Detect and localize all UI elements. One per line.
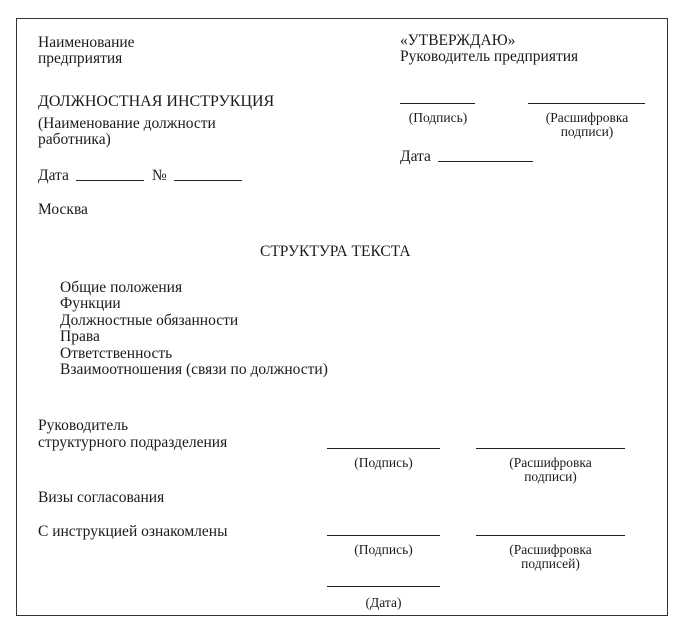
structure-item: Взаимоотношения (связи по должности) bbox=[60, 361, 328, 378]
structure-item: Ответственность bbox=[60, 345, 173, 362]
city-label: Москва bbox=[38, 201, 88, 218]
acquainted-decode-line bbox=[476, 535, 625, 536]
manager-decode-line bbox=[476, 448, 625, 449]
organization-name-line1: Наименование bbox=[38, 34, 135, 51]
manager-signature-line bbox=[327, 448, 440, 449]
manager-label-line2: структурного подразделения bbox=[38, 434, 228, 451]
manager-signature-caption: (Подпись) bbox=[354, 455, 413, 470]
date-signature-line bbox=[327, 586, 440, 587]
acquainted-label: С инструкцией ознакомлены bbox=[38, 523, 228, 540]
manager-label-line1: Руководитель bbox=[38, 417, 129, 434]
structure-item: Функции bbox=[60, 295, 121, 312]
acquainted-signature-line bbox=[327, 535, 440, 536]
structure-item: Права bbox=[60, 328, 100, 345]
date-caption: (Дата) bbox=[365, 595, 402, 610]
structure-item: Должностные обязанности bbox=[60, 312, 239, 329]
date-blank-line bbox=[76, 180, 144, 181]
acquainted-signature-caption: (Подпись) bbox=[354, 542, 413, 557]
approval-title: «УТВЕРЖДАЮ» bbox=[400, 32, 516, 49]
approval-date-line bbox=[438, 161, 533, 162]
approval-role: Руководитель предприятия bbox=[400, 48, 579, 65]
approval-decode-caption-line1: (Расшифровка bbox=[545, 110, 629, 125]
manager-decode-caption-line2: подписи) bbox=[524, 469, 577, 484]
number-blank-line bbox=[174, 180, 242, 181]
approval-decode-line bbox=[528, 103, 645, 104]
approval-decode-caption-line2: подписи) bbox=[560, 124, 614, 139]
position-name-line1: (Наименование должности bbox=[38, 115, 216, 132]
document-title: ДОЛЖНОСТНАЯ ИНСТРУКЦИЯ bbox=[38, 93, 275, 110]
visas-label: Визы согласования bbox=[38, 489, 165, 506]
position-name-line2: работника) bbox=[38, 131, 111, 148]
manager-decode-caption-line1: (Расшифровка bbox=[509, 455, 592, 470]
structure-heading: СТРУКТУРА ТЕКСТА bbox=[260, 243, 411, 260]
acquainted-decode-caption-line2: подписей) bbox=[521, 556, 580, 571]
acquainted-decode-caption-line1: (Расшифровка bbox=[509, 542, 592, 557]
approval-signature-caption: (Подпись) bbox=[408, 110, 468, 125]
approval-signature-line bbox=[400, 103, 475, 104]
organization-name-line2: предприятия bbox=[38, 50, 123, 67]
approval-date-label: Дата bbox=[400, 148, 431, 165]
date-label: Дата bbox=[38, 167, 69, 184]
number-label: № bbox=[152, 167, 167, 184]
structure-item: Общие положения bbox=[60, 279, 183, 296]
